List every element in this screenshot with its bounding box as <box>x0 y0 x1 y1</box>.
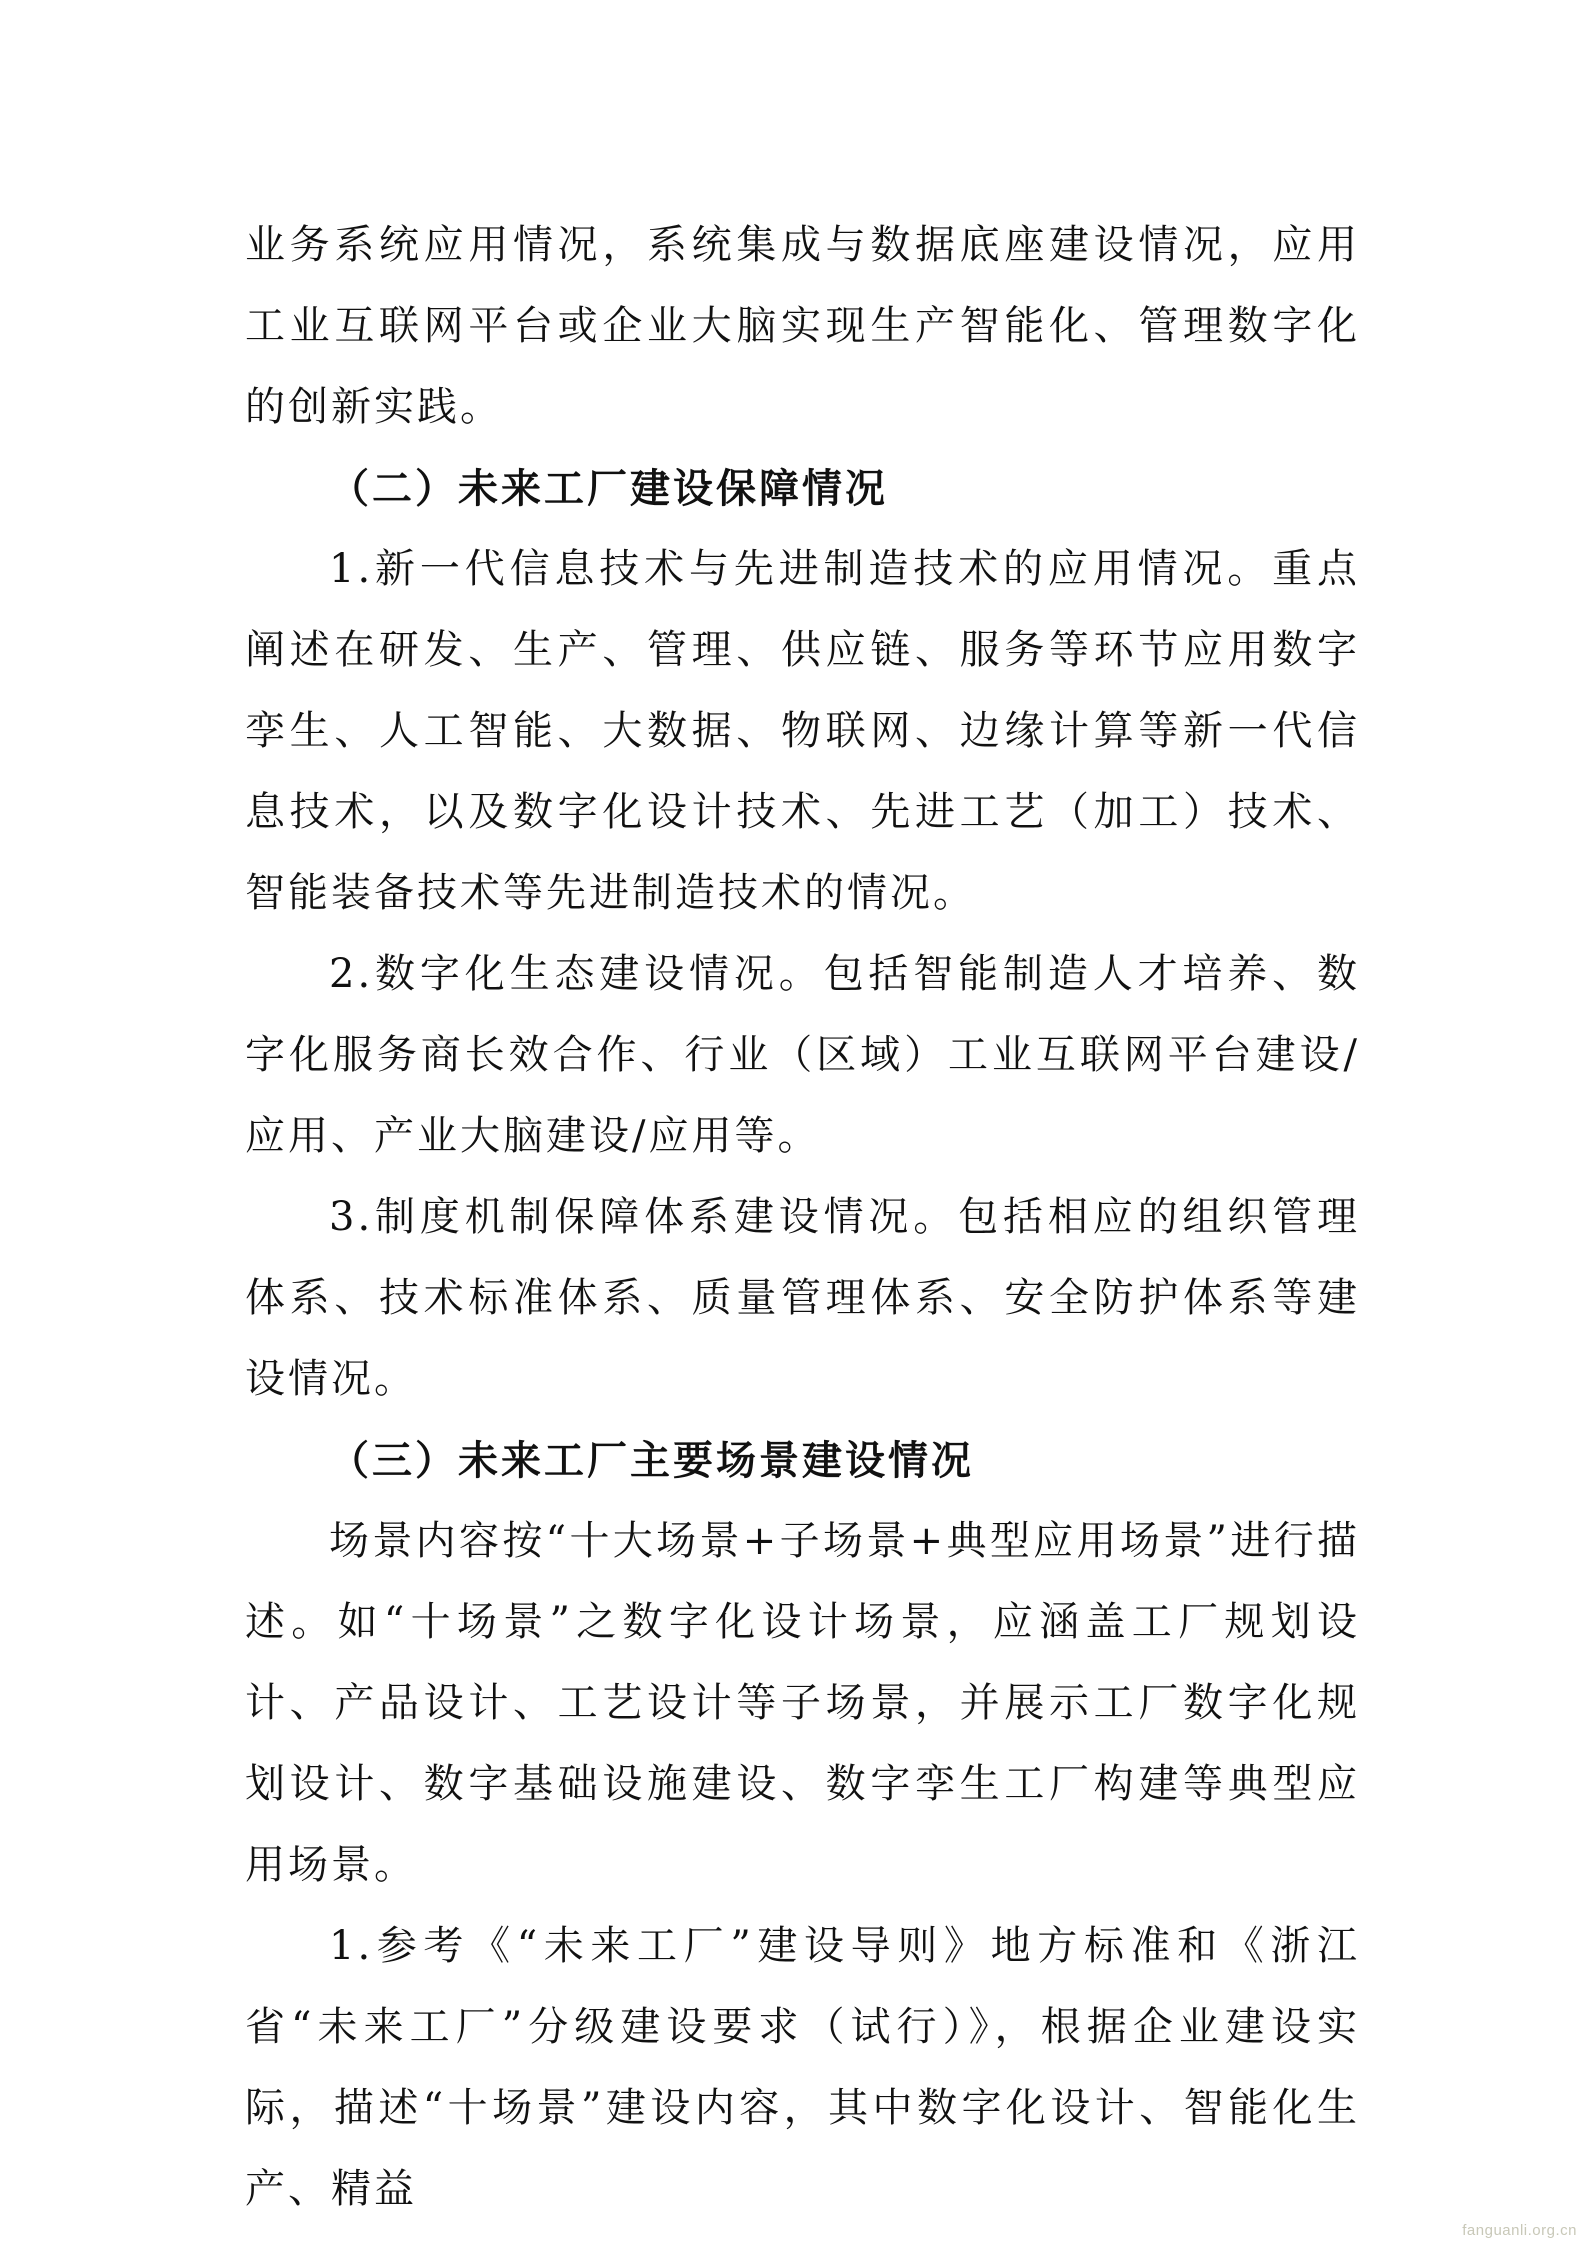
paragraph-institutional-mechanism: 3.制度机制保障体系建设情况。包括相应的组织管理体系、技术标准体系、质量管理体系、安全防护体系等建设情况。 <box>245 1194 1360 1402</box>
paragraph-reference-standards: 1.参考《“未来工厂”建设导则》地方标准和《浙江省“未来工厂”分级建设要求（试行）》，根据企业建设实际，描述“十场景”建设内容，其中数字化设计、智能化生产、精益 <box>245 1923 1360 2212</box>
body-text <box>245 205 1360 2230</box>
watermark-text: fanguanli.org.cn <box>1462 2222 1577 2239</box>
paragraph-scene-content: 场景内容按“十大场景+子场景+典型应用场景”进行描述。如“十场景”之数字化设计场景，应涵盖工厂规划设计、产品设计、工艺设计等子场景，并展示工厂数字化规划设计、数字基础设施建设、数字孪生工厂构建等典型应用场景。 <box>245 1518 1360 1888</box>
paragraph-continued: 业务系统应用情况，系统集成与数据底座建设情况，应用工业互联网平台或企业大脑实现生产智能化、管理数字化的创新实践。 <box>245 222 1360 430</box>
paragraph-digital-ecosystem: 2.数字化生态建设情况。包括智能制造人才培养、数字化服务商长效合作、行业（区域）工业互联网平台建设/应用、产业大脑建设/应用等。 <box>245 951 1360 1159</box>
section-heading-3: （三）未来工厂主要场景建设情况 <box>329 1437 974 1484</box>
paragraph-tech-application: 1.新一代信息技术与先进制造技术的应用情况。重点阐述在研发、生产、管理、供应链、服务等环节应用数字孪生、人工智能、大数据、物联网、边缘计算等新一代信息技术，以及数字化设计技术、先进工艺（加工）技术、智能装备技术等先进制造技术的情况。 <box>245 546 1360 916</box>
section-heading-2: （二）未来工厂建设保障情况 <box>329 465 888 512</box>
